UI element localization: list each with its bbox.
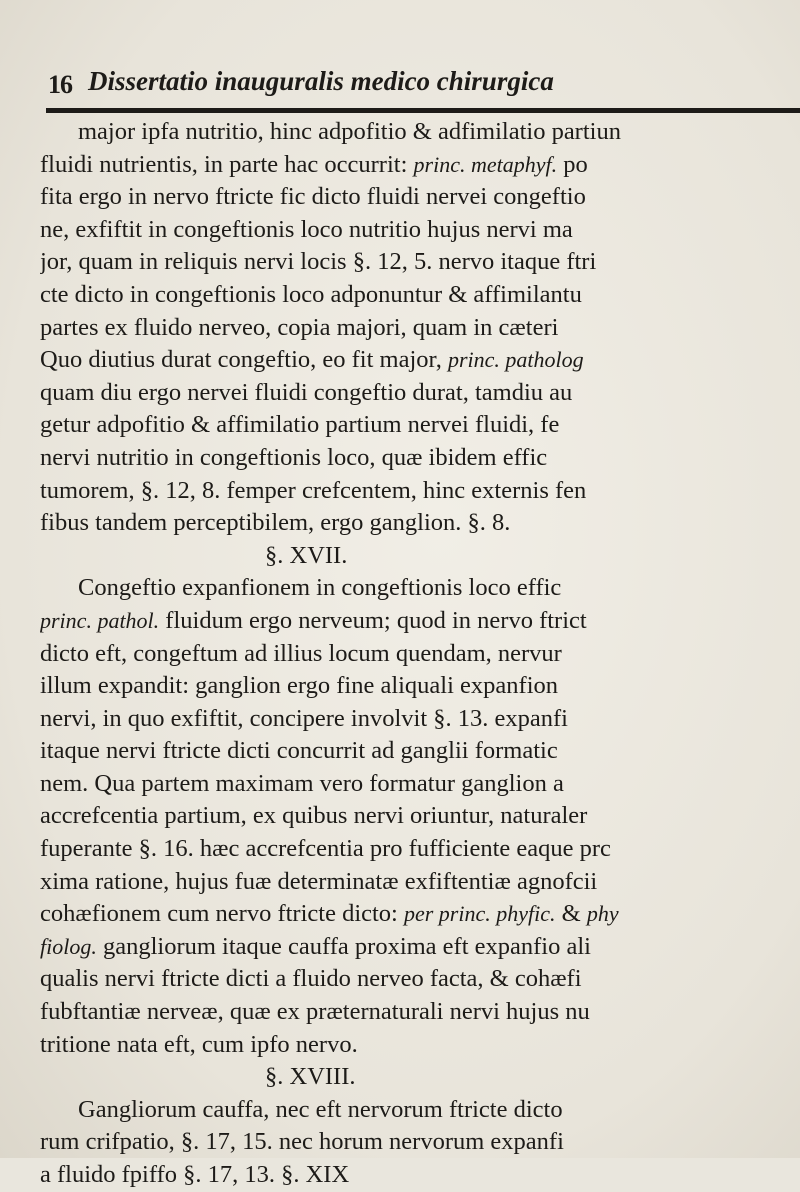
text-line	[40, 703, 800, 736]
italic-phrase: princ. patholog	[447, 347, 584, 373]
text-line	[40, 1159, 800, 1192]
section-heading: §. XVIII.	[265, 1063, 356, 1091]
text-line	[40, 181, 800, 214]
italic-phrase: per princ. phyfic.	[403, 901, 556, 927]
header-rule	[46, 108, 800, 113]
italic-phrase: princ. pathol.	[40, 607, 160, 633]
text-segment: getur adpofitio & affimilatio partium nervei fluidi, fe	[40, 411, 560, 439]
text-segment: quam diu ergo nervei fluidi congeftio durat, tamdiu au	[40, 378, 573, 406]
italic-phrase: princ. metaphyf.	[413, 151, 558, 177]
text-line	[40, 149, 800, 182]
text-segment: partes ex fluido nerveo, copia majori, quam in cæteri	[40, 313, 559, 341]
text-line	[40, 377, 800, 410]
text-segment: tumorem, §. 12, 8. femper crefcentem, hinc externis fen	[40, 476, 587, 504]
page-header	[48, 62, 800, 102]
text-segment: tritione nata eft, cum ipfo nervo.	[40, 1030, 358, 1058]
text-line	[40, 670, 800, 703]
body-text	[40, 116, 800, 1192]
running-title: Dissertatio inauguralis medico chirurgica	[88, 66, 554, 96]
text-line	[40, 279, 800, 312]
text-line	[40, 507, 800, 540]
text-line	[40, 442, 800, 475]
text-segment: fuperante §. 16. hæc accrefcentia pro fufficiente eaque prc	[40, 835, 611, 863]
text-segment: rum crifpatio, §. 17, 15. nec horum nervorum expanfi	[40, 1128, 564, 1156]
text-segment: gangliorum itaque cauffa proxima eft expanfio ali	[96, 932, 591, 960]
text-segment: major ipfa nutritio, hinc adpofitio & adfimilatio partiun	[78, 118, 621, 145]
text-line	[40, 931, 800, 964]
italic-phrase: phy	[586, 901, 619, 927]
text-line	[40, 866, 800, 899]
text-line	[40, 475, 800, 508]
text-line	[40, 312, 800, 345]
text-line	[40, 833, 800, 866]
text-segment: ne, exfiftit in congeftionis loco nutritio hujus nervi ma	[40, 215, 573, 243]
text-segment: itaque nervi ftricte dicti concurrit ad ganglii formatic	[40, 737, 558, 765]
text-line	[40, 1126, 800, 1159]
section-heading: §. XVII.	[265, 541, 348, 569]
text-segment: qualis nervi ftricte dicti a fluido nerveo facta, & cohæfi	[40, 965, 582, 993]
text-segment: nervi, in quo exfiftit, concipere involvit §. 13. expanfi	[40, 704, 568, 732]
italic-phrase: fiolog.	[40, 933, 97, 959]
text-segment: cte dicto in congeftionis loco adponuntur & affimilantu	[40, 280, 582, 308]
text-line	[40, 768, 800, 801]
text-line	[40, 996, 800, 1029]
text-line	[40, 800, 800, 833]
text-segment: illum expandit: ganglion ergo fine aliquali expanfion	[40, 672, 559, 700]
text-segment: nem. Qua partem maximam vero formatur ganglion a	[40, 769, 564, 797]
text-segment: Quo diutius durat congeftio, eo fit major,	[40, 346, 448, 374]
text-line	[40, 409, 800, 442]
text-segment: accrefcentia partium, ex quibus nervi oriuntur, naturaler	[40, 802, 588, 830]
text-line	[40, 572, 800, 605]
text-segment: fibus tandem perceptibilem, ergo ganglion. §. 8.	[40, 509, 511, 537]
text-line	[40, 116, 800, 149]
text-segment: fluidum ergo nerveum; quod in nervo ftrict	[159, 606, 587, 634]
page-number: 16	[48, 70, 72, 99]
text-line	[40, 605, 800, 638]
text-line	[40, 344, 800, 377]
text-segment: fita ergo in nervo ftricte fic dicto fluidi nervei congeftio	[40, 183, 586, 211]
text-line	[40, 898, 800, 931]
text-segment: nervi nutritio in congeftionis loco, quæ ibidem effic	[40, 443, 548, 471]
text-segment: po	[557, 150, 588, 178]
text-line	[40, 246, 800, 279]
text-line	[40, 214, 800, 247]
text-segment: xima ratione, hujus fuæ determinatæ exfiftentiæ agnofcii	[40, 867, 598, 895]
text-line	[40, 963, 800, 996]
text-segment: cohæfionem cum nervo ftricte dicto:	[40, 900, 404, 928]
text-line	[40, 1094, 800, 1127]
text-segment: Gangliorum cauffa, nec eft nervorum ftricte dicto	[78, 1095, 563, 1123]
text-segment: Congeftio expanfionem in congeftionis loco effic	[78, 574, 562, 602]
text-line	[40, 638, 800, 671]
text-line	[40, 1029, 800, 1062]
text-segment: &	[555, 900, 587, 928]
text-segment: jor, quam in reliquis nervi locis §. 12, 5. nervo itaque ftri	[40, 248, 597, 276]
text-line	[40, 735, 800, 768]
text-segment: a fluido fpiffo §. 17, 13. §. XIX	[40, 1161, 350, 1188]
text-segment: fluidi nutrientis, in parte hac occurrit:	[40, 150, 414, 178]
text-segment: fubftantiæ nerveæ, quæ ex præternaturali nervi hujus nu	[40, 998, 590, 1026]
text-segment: dicto eft, congeftum ad illius locum quendam, nervur	[40, 639, 562, 667]
